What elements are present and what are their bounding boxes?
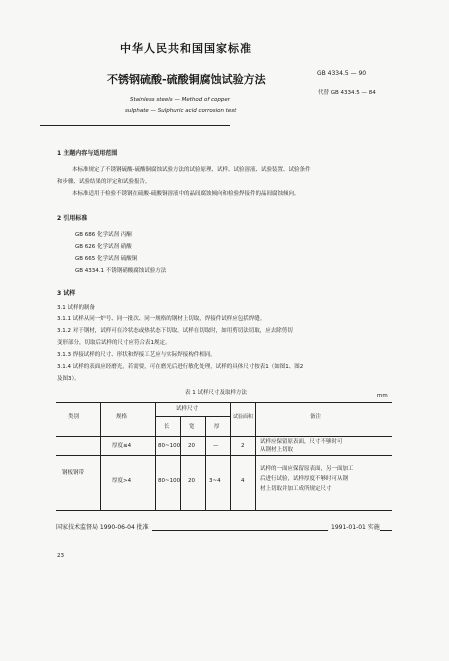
clause-3-1-4a: 3.1.4 试样的表面应经磨光，若需要，可在磨光后进行敏化处理，试样的具体尺寸按表1（如图1、图2	[57, 364, 304, 370]
reference-item: GB 626 化学试剂 硝酸	[75, 244, 132, 250]
english-title-line1: Stainless steels — Method of copper	[130, 97, 231, 103]
row1-area: 2	[241, 443, 245, 449]
row1-thickness: —	[213, 443, 219, 449]
row2-length: 80~100	[158, 478, 181, 484]
clause-3-1-2a: 3.1.2 对于钢材，试样可在冷状态或热状态下切取。试样在切取时，如用剪切法切取，应去除剪切	[57, 328, 293, 334]
header-remark: 备注	[310, 414, 322, 420]
row2-thickness: 3~4	[209, 478, 221, 484]
section2-heading: 2 引用标准	[57, 215, 88, 222]
row2-remark: 试样的一面应保留原表面，另一面加工	[260, 466, 354, 472]
row2-remark: 后进行试验，试样厚度不够时可从钢	[260, 476, 349, 482]
clause-3-1-4b: 及图3）。	[57, 376, 80, 382]
standard-number: GB 4334.5 — 90	[317, 70, 367, 77]
approval-line: 国家技术监督局 1990-06-04 批准	[56, 524, 152, 532]
row2-type: 钢板钢带	[62, 470, 85, 476]
header-size-group: 试样尺寸	[176, 406, 199, 412]
page-number: 23	[57, 553, 64, 559]
header-width: 宽	[189, 424, 195, 430]
replaces-number: 代替 GB 4334.5 — 84	[318, 90, 376, 96]
row2-remark: 材上切取并加工成所规定尺寸	[260, 486, 332, 492]
header-divider	[40, 125, 230, 126]
row1-length: 80~100	[158, 443, 181, 449]
document-title: 不锈钢硫酸-硫酸铜腐蚀试验方法	[107, 73, 266, 86]
section1-para1a: 本标准规定了不锈钢硫酸-硫酸铜腐蚀试验方法的试验原理、试样、试验溶液、试验装置、试验条件	[72, 167, 311, 173]
row1-remark: 试样应保留原表面，尺寸不够时可	[260, 439, 343, 445]
row2-area: 4	[241, 478, 245, 484]
row2-width: 20	[188, 478, 195, 484]
header-length: 长	[164, 424, 170, 430]
row1-remark: 从钢材上切取	[260, 447, 294, 453]
row2-form: 厚度>4	[112, 478, 132, 484]
table-unit: mm	[377, 393, 388, 399]
clause-3-1-1: 3.1.1 试样从同一炉号、同一批次、同一规格的钢材上切取，焊接件试样应包括焊缝。	[57, 316, 266, 322]
english-title-line2: sulphate — Sulphuric acid corrosion test	[125, 108, 237, 114]
header-area: 试验面积	[233, 414, 254, 420]
header-type: 类别	[68, 414, 80, 420]
clause-3-1: 3.1 试样的制备	[57, 305, 95, 311]
reference-item: GB 4334.1 不锈钢硝酸腐蚀试验方法	[75, 268, 167, 274]
clause-3-1-2b: 变形部分，切取后试样的尺寸应符合表1规定。	[57, 340, 171, 346]
implementation-line: 1991-01-01 实施	[328, 524, 380, 532]
row1-width: 20	[188, 443, 195, 449]
table-title: 表 1 试样尺寸及取样方法	[185, 390, 247, 396]
section3-heading: 3 试样	[57, 290, 76, 297]
section1-para1b: 和步骤、试验结果的评定和试验报告。	[57, 179, 151, 185]
header-form: 规格	[116, 414, 128, 420]
standard-org-heading: 中华人民共和国国家标准	[120, 42, 252, 55]
header-thickness: 厚	[214, 424, 220, 430]
section1-para2: 本标准适用于检验不锈钢在硫酸-硫酸铜溶液中的晶间腐蚀倾向和检验焊接件的晶间腐蚀倾向。	[72, 191, 300, 197]
reference-item: GB 665 化学试剂 硫酸铜	[75, 256, 138, 262]
section1-heading: 1 主题内容与适用范围	[57, 150, 118, 157]
row1-form: 厚度≤4	[112, 443, 132, 449]
reference-item: GB 686 化学试剂 丙酮	[75, 232, 132, 238]
clause-3-1-3: 3.1.3 焊接试样的尺寸、形状和焊接工艺应与实际焊接构件相同。	[57, 352, 216, 358]
